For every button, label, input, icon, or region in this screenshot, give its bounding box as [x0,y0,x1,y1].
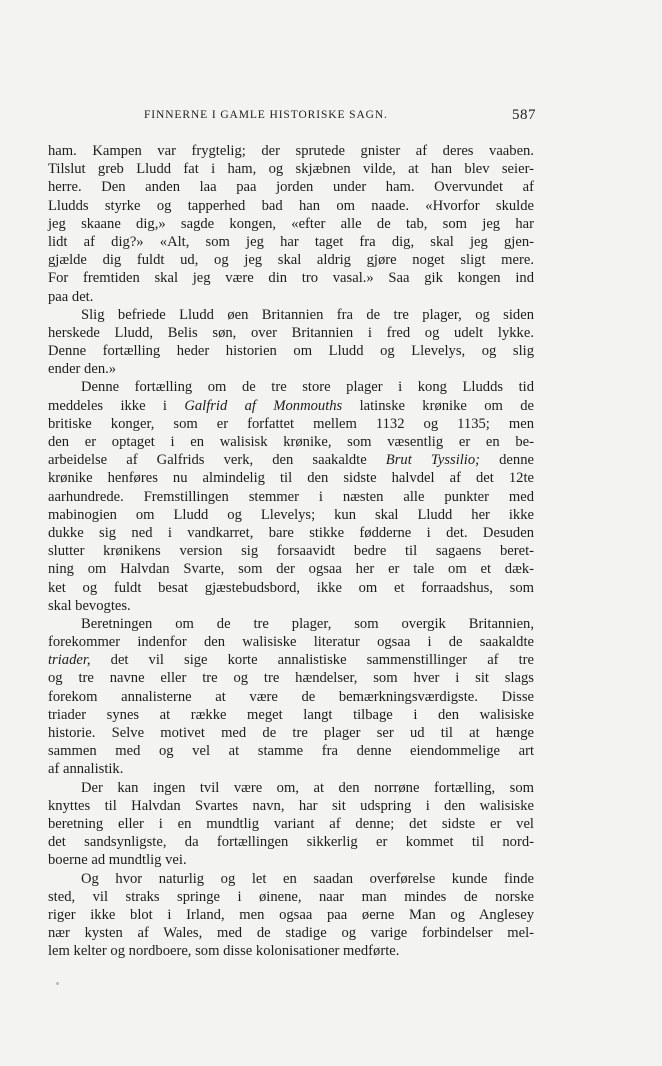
text-line [48,524,534,542]
text-line [48,706,534,724]
text-line [48,833,534,851]
text-line [48,797,534,815]
line-text: gjælde dig fuldt ud, og jeg skal aldrig gjøre noget sligt mere. [48,252,534,269]
text-line [48,288,534,306]
text-line [48,669,534,687]
text-line [48,251,534,269]
text-line [48,397,534,415]
text-line [48,633,534,651]
text-line [48,815,534,833]
line-text: mabinogien om Lludd og Llevelys; kun skal Lludd her ikke [48,506,534,523]
line-text: ham. Kampen var frygtelig; der sprutede gnister af deres vaaben. [48,143,534,159]
running-title: FINNERNE I GAMLE HISTORISKE SAGN. [144,109,388,121]
text-line [48,160,534,178]
line-text: Tilslut greb Lludd fat i ham, og skjæbnen vilde, at han blev seier- [48,161,534,178]
line-text: nær kysten af Wales, med de stadige og varige forbindelser mel- [48,925,534,942]
italic-text: triader, [48,652,91,669]
line-text: Slig befriede Lludd øen Britannien fra de tre plager, og siden [81,306,534,323]
line-text: forekom annalisterne at være de bemærkningsværdigste. Disse [48,688,534,705]
line-text: krønike henføres nu almindelig til den sidste halvdel af det 12te [48,470,534,487]
line-text: ket og fuldt besat gjæstebudsbord, ikke om et forraadshus, som [48,579,534,596]
line-text: ender den.» [48,361,117,378]
line-text: lem kelter og nordboere, som disse kolonisationer medførte. [48,943,400,960]
line-text: britiske konger, som er forfattet mellem 1132 og 1135; men [48,415,534,432]
line-text: ning om Halvdan Svarte, som der ogsaa her er tale om et dæk- [48,561,534,578]
line-text-tail: denne [499,452,534,469]
text-line [48,506,534,524]
text-line [48,615,534,633]
text-line [48,269,534,287]
line-text: Denne fortælling heder historien om Lludd og Llevelys, og slig [48,343,534,360]
text-line [48,142,534,160]
running-header [48,107,536,125]
text-line [48,233,534,251]
text-line [48,742,534,760]
line-text: jeg skaane dig,» sagde kongen, «efter alle de tab, som jeg har [48,215,534,232]
line-text: og tre navne eller tre og tre hændelser, som hver i sit slags [48,670,534,687]
text-line [48,597,534,615]
line-text: For fremtiden skal jeg være din tro vasal.» Saa gik kongen ind [48,270,534,287]
paper-speck [56,982,59,985]
text-line [48,306,534,324]
text-line [48,342,534,360]
body-text [48,142,534,960]
text-line [48,924,534,942]
page-number: 587 [512,107,536,123]
text-line [48,760,534,778]
line-text: lidt af dig?» «Alt, som jeg har taget fra dig, skal jeg gjen- [48,233,534,250]
text-line [48,215,534,233]
line-text: det sandsynligste, da fortællingen sikkerlig er kommet til nord- [48,834,534,851]
line-text: slutter krønikens version sig forsaavidt bedre til sagaens beret- [48,543,534,560]
text-line [48,542,534,560]
line-text: riger ikke blot i Irland, men ogsaa paa øerne Man og Anglesey [48,906,534,923]
line-text: boerne ad mundtlig vei. [48,852,187,869]
line-text: Lludds styrke og tapperhed bad han om naade. «Hvorfor skulde [48,197,534,214]
text-line [48,178,534,196]
line-text: Der kan ingen tvil være om, at den norrøne fortælling, som [81,779,534,796]
line-text: aarhundrede. Fremstillingen stemmer i næsten alle punkter med [48,488,534,505]
text-line [48,888,534,906]
text-line [48,197,534,215]
text-line [48,942,534,960]
text-line [48,688,534,706]
line-text: beretning eller i en mundtlig variant af denne; det sidste er vel [48,815,534,832]
text-line [48,360,534,378]
line-text: herskede Lludd, Belis søn, over Britannien i fred og udelt lykke. [48,324,534,341]
text-line [48,560,534,578]
text-line [48,324,534,342]
text-line [48,851,534,869]
text-line [48,579,534,597]
line-text: af annalistik. [48,761,124,778]
text-line [48,415,534,433]
text-line [48,651,534,669]
line-text: triader synes at række meget langt tilbage i den walisiske [48,706,534,723]
text-line [48,488,534,506]
line-text: skal bevogtes. [48,597,131,614]
text-line [48,906,534,924]
line-text: paa det. [48,288,94,305]
line-text: sammen med og vel at stamme fra denne eiendommelige art [48,743,534,760]
line-text: arbeidelse af Galfrids verk, den saakaldte [48,452,367,469]
line-text: sted, vil straks springe i øinene, naar man mindes de norske [48,888,534,905]
line-text: den er optaget i en walisisk krønike, som væsentlig er en be- [48,434,534,450]
line-text: Denne fortælling om de tre store plager i kong Lludds tid [81,379,534,396]
text-line [48,724,534,742]
line-text-tail: det vil sige korte annalistiske sammenstillinger af tre [110,652,534,669]
line-text: historie. Selve motivet med de tre plager ser ud til at hænge [48,725,534,741]
line-text: knyttes til Halvdan Svartes navn, har sit udspring i den walisiske [48,797,534,814]
italic-text: Brut Tyssilio; [385,452,481,469]
line-text: Beretningen om de tre plager, som overgik Britannien, [81,615,534,632]
italic-text: Galfrid af Monmouths [184,397,343,414]
line-text: Og hvor naturlig og let en saadan overførelse kunde finde [81,870,534,887]
text-line [48,433,534,451]
line-text: meddeles ikke i [48,397,167,414]
text-line [48,469,534,487]
line-text: dukke sig ned i vandkarret, bare stikke fødderne i det. Desuden [48,524,534,541]
line-text: forekommer indenfor den walisiske literatur ogsaa i de saakaldte [48,634,534,651]
text-line [48,378,534,396]
text-line [48,451,534,469]
line-text-tail: latinske krønike om de [359,397,534,414]
text-line [48,870,534,888]
line-text: herre. Den anden laa paa jorden under ham. Overvundet af [48,179,534,196]
text-line [48,779,534,797]
